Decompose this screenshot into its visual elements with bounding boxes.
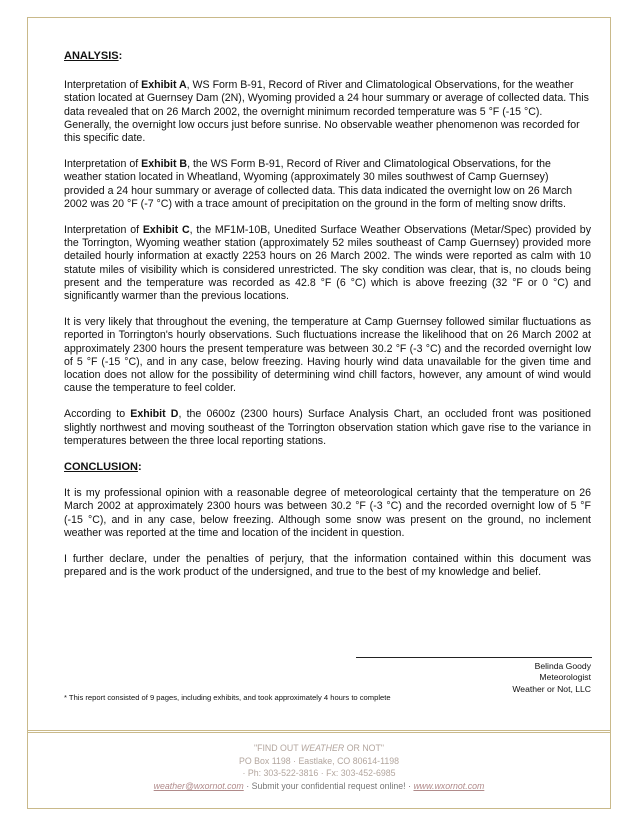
footer-rule (27, 730, 611, 733)
conclusion-paragraph-opinion: It is my professional opinion with a reasonable degree of meteorological certainty that the temperature on 26 March 2002 at approximately 2300 hours was between 30.2 °F (-3 °C) and the recorded overnight low of 5 °F (-15 °C), and in any case, below freezing. Although some snow was present on the ground, no inclement weather was reported at the time and location of the incident in question. (64, 487, 591, 539)
analysis-paragraph-exhibit-c: Interpretation of Exhibit C, the MF1M-10B, Unedited Surface Weather Observations (Metar/Spec) provided by the Torrington, Wyoming weather station (approximately 52 miles southeast of Camp Guernsey) provided more detailed hourly information at exactly 2253 hours on 26 March 2002. The winds were reported as calm with 10 statute miles of visibility which is considered unrestricted. The sky condition was clear, that is, no clouds being present and the temperature was recorded as 42.8 °F (6 °C) which is above freezing (32 °F or 0 °C) and significantly warmer than the previous locations. (64, 224, 591, 303)
footer-address: PO Box 1198 · Eastlake, CO 80614-1198 (238, 755, 400, 766)
footer-cta: · Submit your confidential request online! · (243, 780, 414, 791)
report-body (64, 50, 591, 593)
exhibit-a-label: Exhibit A (141, 79, 187, 92)
footnote: * This report consisted of 9 pages, including exhibits, and took approximately 4 hours to complete (64, 693, 391, 702)
conclusion-heading: CONCLUSION: (64, 461, 142, 474)
website-link[interactable]: www.wxornot.com (413, 780, 485, 791)
footer-phone: · Ph: 303-522-3816 · Fx: 303-452-6985 (242, 768, 396, 779)
footer-slogan: "FIND OUT WEATHER OR NOT" (253, 743, 385, 753)
conclusion-paragraph-declaration: I further declare, under the penalties of perjury, that the information contained within this document was prepared and is the work product of the undersigned, and true to the best of my knowledge and belief. (64, 553, 591, 579)
signature-block (512, 661, 591, 695)
analysis-paragraph-exhibit-b: Interpretation of Exhibit B, the WS Form B-91, Record of River and Climatological Observations, for the weather station located in Wheatland, Wyoming (approximately 30 miles southwest of Camp Guernsey) provided a 24 hour summary or average of collected data. This data indicated the overnight low on 26 March 2002 was 20 °F (-7 °C) with a trace amount of precipitation on the ground in the form of melting snow drifts. (64, 158, 573, 210)
exhibit-d-label: Exhibit D (130, 408, 179, 421)
exhibit-c-label: Exhibit C (142, 224, 190, 237)
signature-line (356, 657, 592, 658)
analysis-paragraph-exhibit-a: Interpretation of Exhibit A, WS Form B-91, Record of River and Climatological Observations, for the weather station located at Guernsey Dam (2N), Wyoming provided a 24 hour summary or average of collected data. This data revealed that on 26 March 2002, the overnight minimum recorded temperature was 5 °F (-15 °C). Generally, the overnight low occurs just before sunrise. No observable weather phenomenon was recorded for this specific date. (64, 79, 589, 145)
signature-company: Weather or Not, LLC (512, 683, 591, 694)
analysis-paragraph-likelihood: It is very likely that throughout the evening, the temperature at Camp Guernsey followed similar fluctuations as reported in Torrington's hourly observations. Such fluctuations increase the likelihood that on 26 March 2002 at approximately 2300 hours the present temperature was between 30.2 °F (-3 °C) and the recorded overnight low of 5 °F (-15 °C), and in any case, below freezing. Having hourly wind data unavailable for the given time and location does not allow for the possibility of determining wind chill factors, however, any amount of wind would cause the temperature to feel colder. (64, 316, 591, 395)
analysis-heading: ANALYSIS: (64, 50, 123, 62)
letterhead-footer (27, 742, 611, 792)
signature-name: Belinda Goody (534, 661, 591, 671)
signature-title: Meteorologist (539, 672, 591, 683)
footer-contact-line (27, 780, 611, 793)
exhibit-b-label: Exhibit B (141, 158, 188, 171)
analysis-paragraph-exhibit-d: According to Exhibit D, the 0600z (2300 hours) Surface Analysis Chart, an occluded front was positioned slightly northwest and moving southeast of the Torrington observation station which gave rise to the variance in temperatures between the three local reporting stations. (64, 408, 591, 447)
email-link[interactable]: weather@wxornot.com (153, 780, 244, 791)
